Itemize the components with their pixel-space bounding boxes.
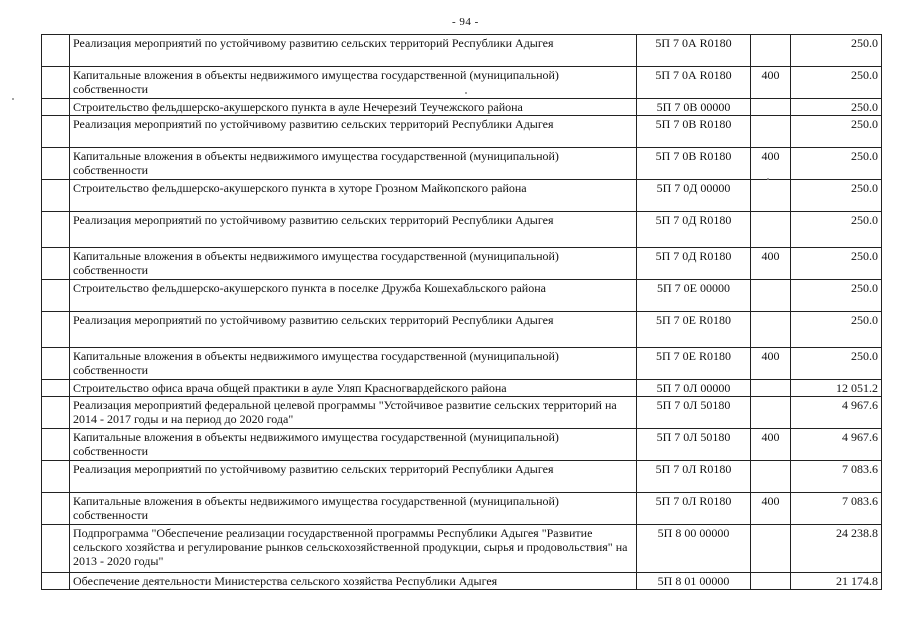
target-code: 5П 7 0Е R0180 [637,312,751,348]
blank-cell [42,180,70,212]
blank-cell [42,461,70,493]
expense-type [751,212,791,248]
page-number: - 94 - [452,16,479,28]
blank-cell [42,348,70,380]
expense-type [751,397,791,429]
expense-type: 400 [751,429,791,461]
table-row [42,148,882,180]
target-code: 5П 8 01 00000 [637,573,751,590]
item-name: Капитальные вложения в объекты недвижимого имущества государственной (муниципальной) собственности [70,67,637,99]
blank-cell [42,212,70,248]
blank-cell [42,116,70,148]
blank-cell [42,312,70,348]
amount: 250.0 [791,312,882,348]
blank-cell [42,248,70,280]
target-code: 5П 7 0А R0180 [637,67,751,99]
blank-cell [42,67,70,99]
table-row [42,429,882,461]
blank-cell [42,397,70,429]
item-name: Строительство офиса врача общей практики в ауле Уляп Красногвардейского района [70,380,637,397]
expense-type [751,573,791,590]
expense-type [751,35,791,67]
expense-type [751,525,791,573]
item-name: Капитальные вложения в объекты недвижимого имущества государственной (муниципальной) собственности [70,493,637,525]
target-code: 5П 7 0Д R0180 [637,212,751,248]
item-name: Обеспечение деятельности Министерства сельского хозяйства Республики Адыгея [70,573,637,590]
expense-type [751,180,791,212]
amount: 250.0 [791,280,882,312]
blank-cell [42,429,70,461]
expense-type [751,461,791,493]
item-name: Реализация мероприятий по устойчивому развитию сельских территорий Республики Адыгея [70,312,637,348]
item-name: Реализация мероприятий по устойчивому развитию сельских территорий Республики Адыгея [70,35,637,67]
item-name: Реализация мероприятий по устойчивому развитию сельских территорий Республики Адыгея [70,212,637,248]
table-row [42,35,882,67]
amount: 250.0 [791,212,882,248]
blank-cell [42,99,70,116]
target-code: 5П 7 0Д 00000 [637,180,751,212]
target-code: 5П 7 0Л 00000 [637,380,751,397]
amount: 250.0 [791,99,882,116]
scan-speck [767,178,769,180]
scan-speck [12,98,14,100]
expense-type: 400 [751,348,791,380]
amount: 12 051.2 [791,380,882,397]
amount: 250.0 [791,35,882,67]
item-name: Реализация мероприятий по устойчивому развитию сельских территорий Республики Адыгея [70,461,637,493]
blank-cell [42,525,70,573]
blank-cell [42,573,70,590]
table-row [42,116,882,148]
blank-cell [42,493,70,525]
budget-table [41,34,882,590]
scan-speck [465,92,467,94]
table-row [42,573,882,590]
table-row [42,212,882,248]
expense-type: 400 [751,248,791,280]
blank-cell [42,35,70,67]
amount: 250.0 [791,67,882,99]
expense-type [751,99,791,116]
table-row [42,525,882,573]
target-code: 5П 7 0В 00000 [637,99,751,116]
table-row [42,180,882,212]
table-row [42,461,882,493]
amount: 4 967.6 [791,397,882,429]
target-code: 5П 8 00 00000 [637,525,751,573]
table-row [42,248,882,280]
item-name: Капитальные вложения в объекты недвижимого имущества государственной (муниципальной) собственности [70,348,637,380]
expense-type: 400 [751,148,791,180]
item-name: Строительство фельдшерско-акушерского пункта в поселке Дружба Кошехабльского района [70,280,637,312]
table-row [42,493,882,525]
item-name: Подпрограмма "Обеспечение реализации государственной программы Республики Адыгея "Развитие сельского хозяйства и регулирование рынков сельскохозяйственной продукции, сырья и продовольствия" на 2013 - 2020 годы" [70,525,637,573]
item-name: Реализация мероприятий по устойчивому развитию сельских территорий Республики Адыгея [70,116,637,148]
target-code: 5П 7 0Л 50180 [637,429,751,461]
expense-type [751,312,791,348]
target-code: 5П 7 0Л R0180 [637,461,751,493]
blank-cell [42,380,70,397]
table-row [42,348,882,380]
amount: 250.0 [791,116,882,148]
amount: 250.0 [791,348,882,380]
amount: 250.0 [791,248,882,280]
target-code: 5П 7 0А R0180 [637,35,751,67]
item-name: Капитальные вложения в объекты недвижимого имущества государственной (муниципальной) собственности [70,429,637,461]
item-name: Реализация мероприятий федеральной целевой программы "Устойчивое развитие сельских территорий на 2014 - 2017 годы и на период до 2020 года" [70,397,637,429]
target-code: 5П 7 0Л 50180 [637,397,751,429]
amount: 250.0 [791,148,882,180]
item-name: Строительство фельдшерско-акушерского пункта в ауле Нечерезий Теучежского района [70,99,637,116]
target-code: 5П 7 0В R0180 [637,116,751,148]
item-name: Капитальные вложения в объекты недвижимого имущества государственной (муниципальной) собственности [70,148,637,180]
table-row [42,99,882,116]
target-code: 5П 7 0Е 00000 [637,280,751,312]
table-row [42,380,882,397]
amount: 7 083.6 [791,493,882,525]
expense-type [751,116,791,148]
amount: 24 238.8 [791,525,882,573]
table-row [42,280,882,312]
expense-type [751,380,791,397]
item-name: Капитальные вложения в объекты недвижимого имущества государственной (муниципальной) собственности [70,248,637,280]
target-code: 5П 7 0В R0180 [637,148,751,180]
amount: 21 174.8 [791,573,882,590]
amount: 4 967.6 [791,429,882,461]
table-row [42,67,882,99]
table-row [42,312,882,348]
blank-cell [42,148,70,180]
blank-cell [42,280,70,312]
item-name: Строительство фельдшерско-акушерского пункта в хуторе Грозном Майкопского района [70,180,637,212]
expense-type: 400 [751,67,791,99]
table-row [42,397,882,429]
target-code: 5П 7 0Л R0180 [637,493,751,525]
target-code: 5П 7 0Е R0180 [637,348,751,380]
amount: 250.0 [791,180,882,212]
target-code: 5П 7 0Д R0180 [637,248,751,280]
expense-type [751,280,791,312]
amount: 7 083.6 [791,461,882,493]
expense-type: 400 [751,493,791,525]
